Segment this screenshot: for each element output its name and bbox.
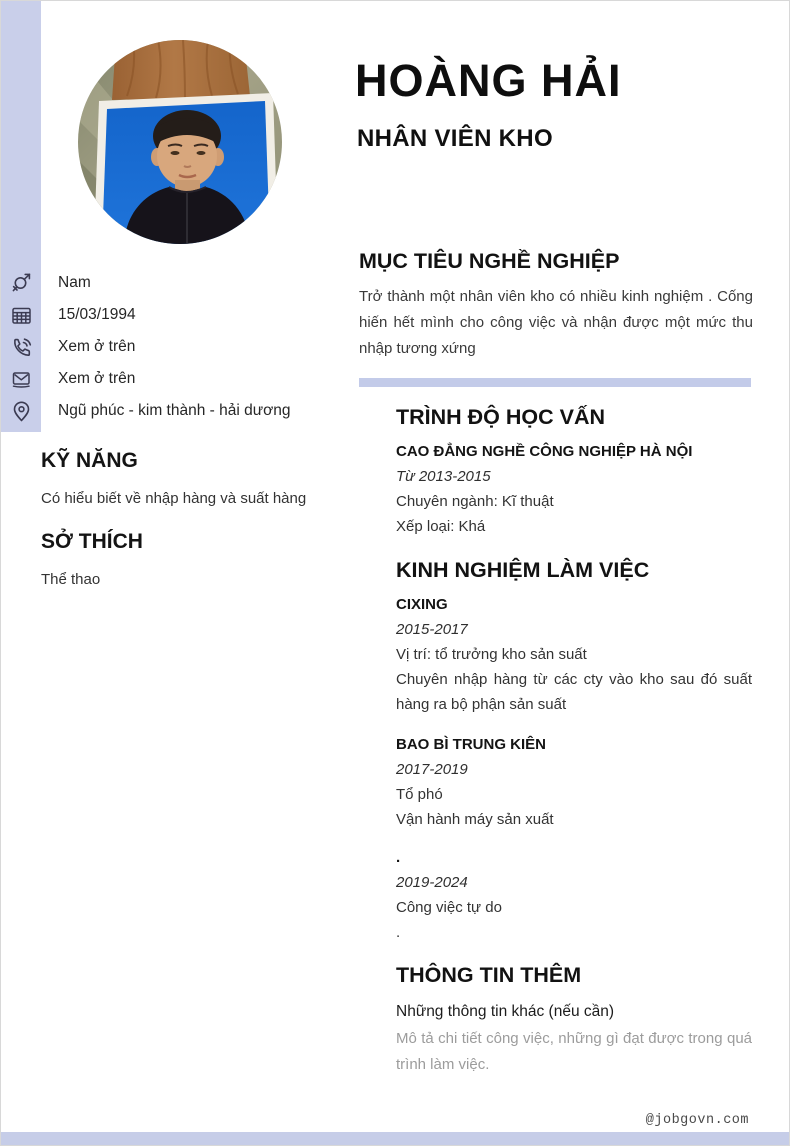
- experience-job: [396, 845, 752, 945]
- contact-row-birthday: [1, 299, 361, 331]
- contact-value: 15/03/1994: [58, 306, 136, 323]
- gender-icon: [1, 272, 41, 295]
- contact-value: Ngũ phúc - kim thành - hải dương: [58, 402, 291, 419]
- job-position: Công việc tự do: [396, 899, 502, 916]
- location-icon: [1, 400, 41, 423]
- contact-value: Xem ở trên: [58, 338, 136, 355]
- job-description: .: [396, 924, 401, 941]
- profile-photo: [78, 40, 282, 244]
- watermark: @jobgovn.com: [645, 1113, 749, 1128]
- job-description: Chuyên nhập hàng từ các cty vào kho sau đó suất hàng ra bộ phận sản suất: [396, 671, 752, 713]
- job-description: Vận hành máy sản xuất: [396, 811, 554, 828]
- skills-text: Có hiểu biết về nhập hàng và suất hàng: [41, 490, 307, 507]
- job-company: BAO BÌ TRUNG KIÊN: [396, 736, 546, 753]
- experience-job: [396, 732, 752, 832]
- phone-icon: [1, 336, 41, 359]
- skills-heading: KỸ NĂNG: [41, 449, 138, 472]
- job-position: Vị trí: tổ trưởng kho sản suất: [396, 646, 587, 663]
- additional-info-heading: THÔNG TIN THÊM: [396, 963, 582, 987]
- skills-section: [41, 448, 346, 512]
- candidate-name: HOÀNG HẢI: [355, 55, 622, 106]
- education-heading: TRÌNH ĐỘ HỌC VẤN: [396, 405, 606, 429]
- additional-info-text: Mô tả chi tiết công việc, những gì đạt được trong quá trình làm việc.: [396, 1030, 752, 1073]
- additional-info-section: [396, 961, 752, 1078]
- contact-list: [1, 267, 361, 427]
- profile-photo-illustration: [78, 40, 282, 244]
- contact-row-address: [1, 395, 361, 427]
- contact-row-phone: [1, 331, 361, 363]
- job-company: .: [396, 849, 401, 866]
- mail-icon: [1, 368, 41, 391]
- hobbies-heading: SỞ THÍCH: [41, 530, 143, 553]
- education-major: Chuyên ngành: Kĩ thuật: [396, 493, 554, 510]
- experience-job: [396, 592, 752, 717]
- job-period: 2017-2019: [396, 761, 468, 778]
- job-period: 2019-2024: [396, 874, 468, 891]
- education-school: CAO ĐẲNG NGHỀ CÔNG NGHIỆP HÀ NỘI: [396, 443, 693, 460]
- objective-text: Trở thành một nhân viên kho có nhiều kinh nghiệm . Cống hiến hết mình cho công việc và nhận được một mức thu nhập tương xứng: [359, 288, 753, 357]
- contact-value: Xem ở trên: [58, 370, 136, 387]
- section-divider-bar: [359, 378, 751, 387]
- calendar-icon: [1, 304, 41, 327]
- hobbies-section: [41, 529, 346, 593]
- objective-section: [359, 247, 753, 362]
- hobbies-text: Thể thao: [41, 571, 101, 588]
- objective-heading: MỤC TIÊU NGHỀ NGHIỆP: [359, 249, 620, 273]
- job-position: Tổ phó: [396, 786, 443, 803]
- candidate-job-title: NHÂN VIÊN KHO: [357, 125, 553, 152]
- contact-row-gender: [1, 267, 361, 299]
- job-company: CIXING: [396, 596, 448, 613]
- additional-info-subheading: Những thông tin khác (nếu cần): [396, 1003, 615, 1020]
- education-period: Từ 2013-2015: [396, 468, 491, 485]
- experience-heading: KINH NGHIỆM LÀM VIỆC: [396, 558, 650, 582]
- contact-row-email: [1, 363, 361, 395]
- experience-section: [396, 556, 752, 945]
- education-grade: Xếp loại: Khá: [396, 518, 486, 535]
- job-period: 2015-2017: [396, 621, 468, 638]
- contact-value: Nam: [58, 274, 91, 291]
- footer-accent-bar: [1, 1132, 790, 1146]
- education-section: [396, 403, 752, 539]
